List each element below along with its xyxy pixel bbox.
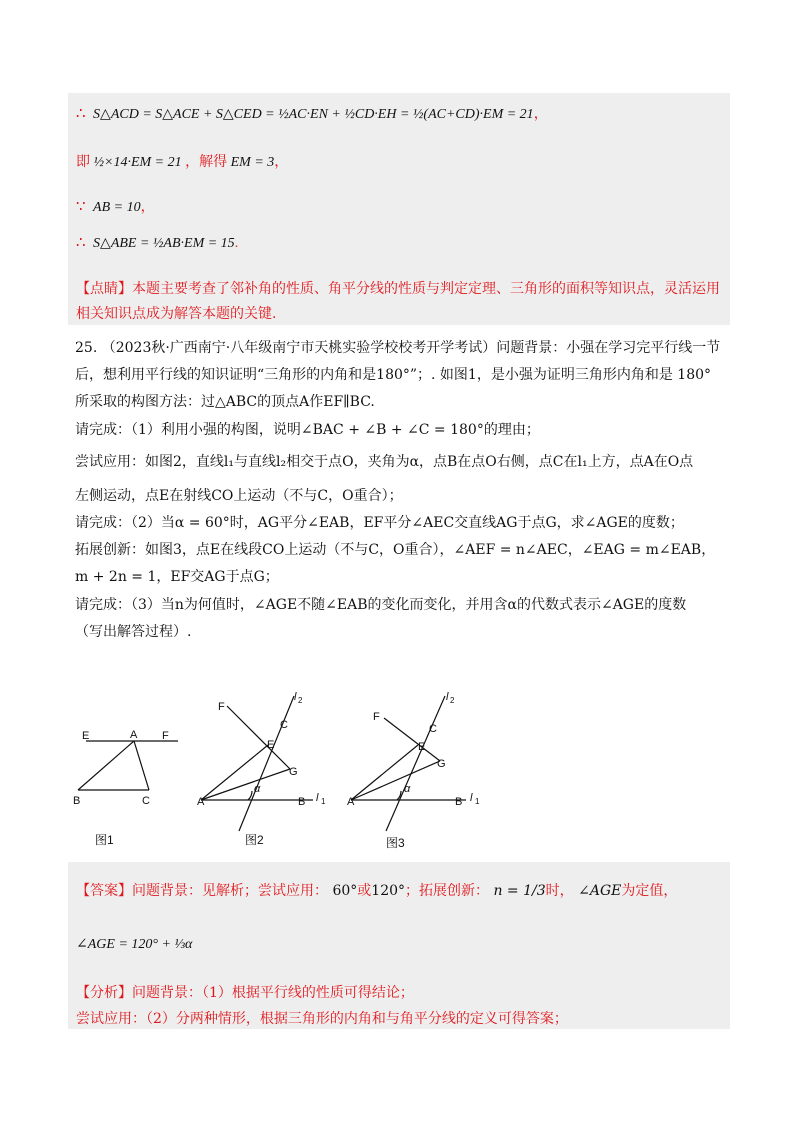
question-line-2: 后，想利用平行线的知识证明“三角形的内角和是180°”；. 如图1，是小强为证明三角形内角和是 180° [75,367,712,383]
fig2-label-l2-sub: 2 [298,696,303,705]
fig2-label-c: C [280,719,288,731]
analysis-line-1 [76,982,414,1002]
question-number: 25. [75,340,98,356]
fig2-alpha-arc [248,791,252,800]
fig2-line-ag [201,769,290,800]
line2-prefix: 即 [76,155,90,170]
area-equation: S△ACD = S△ACE + S△CED = ½AC·EN + ½CD·EH = ½(AC+CD)·EM = 21 [93,107,534,122]
solution-block [68,93,730,325]
answer-final-expression: ∠AGE = 120° + ⅓α [76,937,193,952]
fig3-label-f: F [373,711,380,723]
fig3-caption: 图3 [386,836,405,850]
fig2-label-f: F [218,701,225,713]
analysis-text-2: 尝试应用：（2）分两种情形，根据三角形的内角和与角平分线的定义可得答案； [76,1011,568,1027]
analysis-line-2 [76,1008,568,1028]
answer-text-3: 时， [545,883,574,899]
fig1-label-f: F [162,730,169,742]
abe-area: S△ABE = ½AB·EM = 15 [93,236,235,251]
analysis-label: 【分析】 [76,985,132,1001]
fig3-label-b: B [455,796,463,808]
question-background: 问题背景：小强在学习完平行线一节 [496,340,721,356]
fig3-label-g: G [437,758,446,770]
therefore-symbol-2: ∴ [76,235,86,251]
question-line-3: 所采取的构图方法：过△ABC的顶点A作EF∥BC. [75,394,375,410]
therefore-symbol: ∴ [76,106,86,122]
comment-text-2: 相关知识点成为解答本题的关键. [76,306,277,322]
answer-line-2 [76,936,192,953]
ab-value: AB = 10 [93,200,141,215]
fig2-label-b: B [298,796,306,808]
answer-label: 【答案】 [76,883,132,899]
fig3-label-e: E [418,741,426,753]
fig2-line-l2 [239,696,294,831]
fig3-label-alpha: α [404,783,411,795]
answer-or: 或 [357,883,372,899]
because-symbol: ∵ [76,199,86,215]
question-25 [75,338,730,642]
solution-line-4: ∴ S△ABE = ½AB·EM = 15. [76,235,239,251]
solution-line-1: ∴ S△ACD = S△ACE + S△CED = ½AC·EN + ½CD·EH = ½(AC+CD)·EM = 21， [76,106,548,122]
fig1-side-ab [78,741,134,790]
fig1-label-c: C [142,795,150,807]
fig2-label-l1-sub: 1 [321,797,326,806]
fig2-label-l2: l [294,691,297,703]
answer-angle: ∠AGE [578,883,622,899]
answer-n-value: n = 1/3 [493,883,546,899]
comment-text: 本题主要考查了邻补角的性质、角平分线的性质与判定定理、三角形的面积等知识点，灵活运用 [132,281,720,297]
apply-line-1: 尝试应用：如图2，直线l₁与直线l₂相交于点O，夹角为α，点B在点O右侧，点C在l₁上方，点A在O点 [75,454,694,470]
analysis-text-1: 问题背景：（1）根据平行线的性质可得结论； [132,985,414,1001]
answer-block [68,862,730,1029]
task-3-note: （写出解答过程）. [75,624,192,640]
apply-line-2: 左侧运动，点E在射线CO上运动（不与C，O重合）； [75,488,403,504]
fig3-label-l2-sub: 2 [450,696,455,705]
answer-text-4: 为定值， [621,883,678,899]
answer-text-2: ；拓展创新： [405,883,490,899]
fig1-caption: 图1 [95,833,114,847]
fig2-label-g: G [289,766,298,778]
question-line-1 [75,338,730,358]
comment-line-1 [76,278,720,298]
fig3-label-c: C [429,723,437,735]
task-3: 请完成：（3）当n为何值时，∠AGE不随∠EAB的变化而变化，并用含α的代数式表示∠AGE的度数 [75,597,687,613]
fig3-label-l1-sub: 1 [475,797,480,806]
fig2-label-l1: l [316,792,319,804]
comment-label: 【点睛】 [76,281,132,297]
fig1-label-e: E [82,730,90,742]
fig3-label-l2: l [446,691,449,703]
answer-value-120: 120° [371,883,406,899]
answer-text-1: 问题背景：见解析；尝试应用： [132,883,328,899]
em-equation: ½×14·EM = 21 [93,155,182,170]
answer-line-1 [76,880,677,900]
fig3-label-a: A [347,796,355,808]
comment-line-2 [76,303,276,323]
fig3-line-ag [351,761,440,800]
answer-value-60: 60° [332,883,358,899]
question-source: （2023秋·广西南宁·八年级南宁市天桃实验学校校考开学考试） [101,340,497,356]
task-2: 请完成：（2）当α = 60°时，AG平分∠EAB，EF平分∠AEC交直线AG于点G，求∠AGE的度数； [75,515,684,531]
fig1-label-b: B [73,795,81,807]
extension-line-2: m + 2n = 1，EF交AG于点G； [75,569,279,585]
fig1-label-a: A [130,729,138,741]
fig2-caption: 图2 [245,833,264,847]
fig2-line-fg [227,706,290,769]
fig2-label-alpha: α [254,783,261,795]
fig2-label-a: A [197,796,205,808]
fig1-side-ac [134,741,149,790]
fig3-label-l1: l [470,792,473,804]
extension-line-1: 拓展创新：如图3，点E在线段CO上运动（不与C，O重合），∠AEF = n∠AEC，∠EAG = m∠EAB， [75,542,716,558]
em-result: EM = 3 [230,155,275,170]
geometry-figures [68,688,508,858]
fig2-label-e: E [267,739,275,751]
task-1: 请完成：（1）利用小强的构图，说明∠BAC + ∠B + ∠C = 180°的理由； [75,422,540,438]
solution-line-3: ∵ AB = 10， [76,199,155,215]
line2-mid: ，解得 [185,155,228,170]
solution-line-2: 即 ½×14·EM = 21 ，解得 EM = 3， [76,155,289,170]
